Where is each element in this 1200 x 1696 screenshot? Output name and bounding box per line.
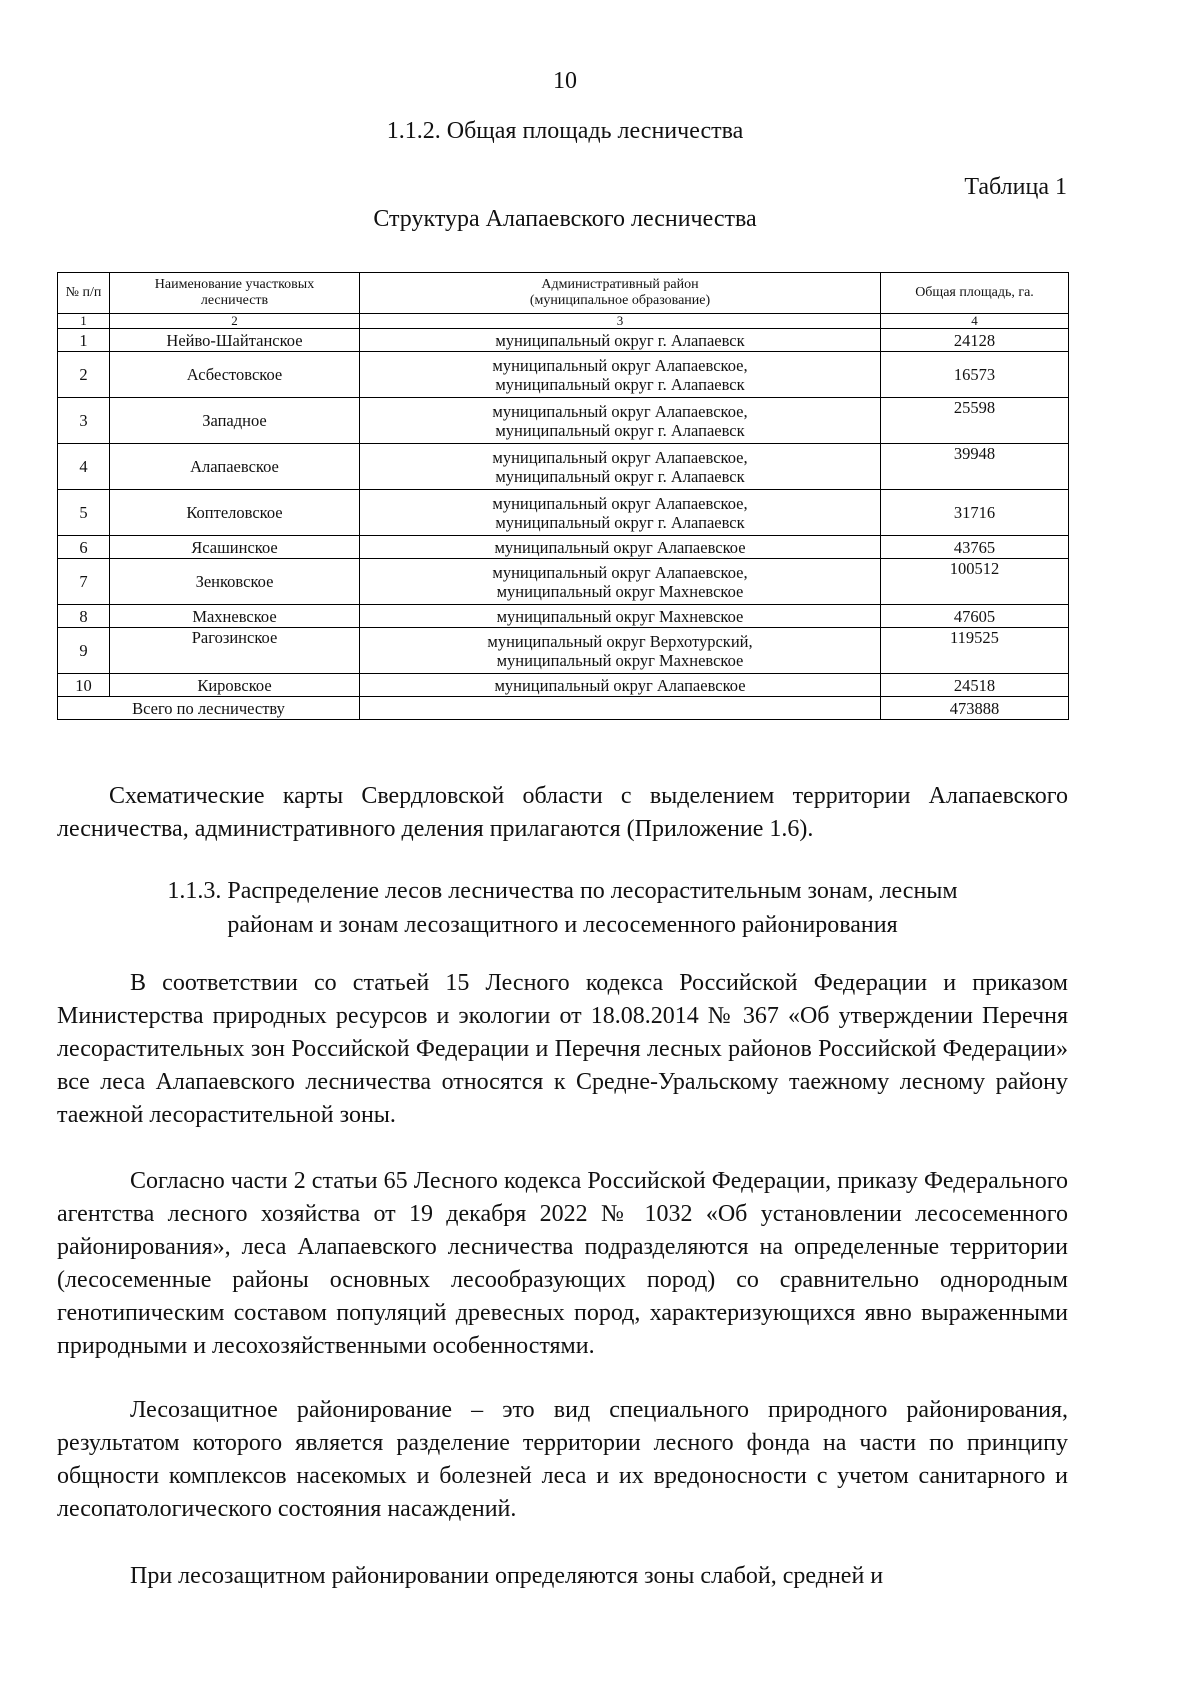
header-number: № п/п (58, 273, 110, 314)
forestry-name: Кировское (110, 674, 360, 697)
forestry-name: Нейво-Шайтанское (110, 329, 360, 352)
column-number: 4 (881, 314, 1069, 329)
paragraph-protection-zones-start: При лесозащитном районировании определяются зоны слабой, средней и (130, 1563, 884, 1589)
row-number: 2 (58, 352, 110, 398)
area-value: 43765 (881, 536, 1069, 559)
district: муниципальный округ Алапаевское, муниципальный округ г. Алапаевск (360, 444, 881, 490)
forestry-name: Рагозинское (110, 628, 360, 674)
row-number: 3 (58, 398, 110, 444)
forestry-structure-table (57, 272, 1069, 720)
area-value: 39948 (881, 444, 1069, 490)
district: муниципальный округ Махневское (360, 605, 881, 628)
column-number: 1 (58, 314, 110, 329)
row-number: 7 (58, 559, 110, 605)
table-header-row (58, 273, 1069, 314)
table-row (58, 444, 1069, 490)
area-value: 24128 (881, 329, 1069, 352)
row-number: 9 (58, 628, 110, 674)
forestry-name: Асбестовское (110, 352, 360, 398)
table-row (58, 628, 1069, 674)
table-caption: Таблица 1 (964, 174, 1067, 200)
row-number: 1 (58, 329, 110, 352)
table-row (58, 674, 1069, 697)
total-label: Всего по лесничеству (58, 697, 360, 720)
table-row (58, 605, 1069, 628)
forestry-name: Коптеловское (110, 490, 360, 536)
header-forestry-name: Наименование участковых лесничеств (110, 273, 360, 314)
district: муниципальный округ Алапаевское, муниципальный округ г. Алапаевск (360, 352, 881, 398)
district: муниципальный округ Алапаевское, муниципальный округ г. Алапаевск (360, 490, 881, 536)
table-title: Структура Алапаевского лесничества (373, 206, 757, 232)
forestry-name: Ясашинское (110, 536, 360, 559)
district: муниципальный округ Алапаевское, муниципальный округ г. Алапаевск (360, 398, 881, 444)
district: муниципальный округ Алапаевское (360, 536, 881, 559)
row-number: 10 (58, 674, 110, 697)
table-row (58, 490, 1069, 536)
paragraph-seed-zoning: Согласно части 2 статьи 65 Лесного кодекса Российской Федерации, приказу Федерального агентства лесного хозяйства от 19 декабря 2022 № 1032 «Об установлении лесосеменного районирования», леса Алапаевского лесничества подразделяются на определенные территории (лесосеменные районы основных лесообразующих пород) со сравнительно однородным генотипическим составом популяций древесных пород, характеризующихся явно выраженными природными и лесохозяйственными особенностями. (57, 1168, 1068, 1359)
area-value: 119525 (881, 628, 1069, 674)
total-value: 473888 (881, 697, 1069, 720)
total-empty-cell (360, 697, 881, 720)
subsection-title: 1.1.3. Распределение лесов лесничества по лесорастительным зонам, лесным районам и зонам лесозащитного и лесосеменного районирования (167, 878, 958, 938)
column-number: 2 (110, 314, 360, 329)
row-number: 4 (58, 444, 110, 490)
district: муниципальный округ Алапаевское (360, 674, 881, 697)
paragraph-forest-zones: В соответствии со статьей 15 Лесного кодекса Российской Федерации и приказом Министерства природных ресурсов и экологии от 18.08.2014 № 367 «Об утверждении Перечня лесорастительных зон Российской Федерации и Перечня лесных районов Российской Федерации» все леса Алапаевского лесничества относятся к Средне-Уральскому таежному лесному району таежной лесорастительной зоны. (57, 970, 1068, 1128)
table-row (58, 352, 1069, 398)
row-number: 6 (58, 536, 110, 559)
area-value: 31716 (881, 490, 1069, 536)
district: муниципальный округ г. Алапаевск (360, 329, 881, 352)
paragraph-maps-appendix: Схематические карты Свердловской области с выделением территории Алапаевского лесничества, административного деления прилагаются (Приложение 1.6). (57, 783, 1068, 842)
page-number: 10 (553, 68, 577, 94)
forestry-name: Алапаевское (110, 444, 360, 490)
forestry-name: Зенковское (110, 559, 360, 605)
section-title: 1.1.2. Общая площадь лесничества (386, 118, 744, 144)
district: муниципальный округ Верхотурский, муниципальный округ Махневское (360, 628, 881, 674)
paragraph-protection-zoning: Лесозащитное районирование – это вид специального природного районирования, результатом которого является разделение территории лесного фонда на части по принципу общности комплексов насекомых и болезней леса и их вредоносности с учетом санитарного и лесопатологического состояния насаждений. (57, 1397, 1068, 1522)
district: муниципальный округ Алапаевское, муниципальный округ Махневское (360, 559, 881, 605)
header-district: Административный район (муниципальное образование) (360, 273, 881, 314)
table-row (58, 536, 1069, 559)
table-row (58, 329, 1069, 352)
area-value: 100512 (881, 559, 1069, 605)
area-value: 25598 (881, 398, 1069, 444)
column-number-row (58, 314, 1069, 329)
table-row (58, 559, 1069, 605)
forestry-name: Западное (110, 398, 360, 444)
column-number: 3 (360, 314, 881, 329)
header-area: Общая площадь, га. (881, 273, 1069, 314)
row-number: 8 (58, 605, 110, 628)
area-value: 47605 (881, 605, 1069, 628)
area-value: 16573 (881, 352, 1069, 398)
forestry-name: Махневское (110, 605, 360, 628)
row-number: 5 (58, 490, 110, 536)
area-value: 24518 (881, 674, 1069, 697)
table-total-row (58, 697, 1069, 720)
table-row (58, 398, 1069, 444)
